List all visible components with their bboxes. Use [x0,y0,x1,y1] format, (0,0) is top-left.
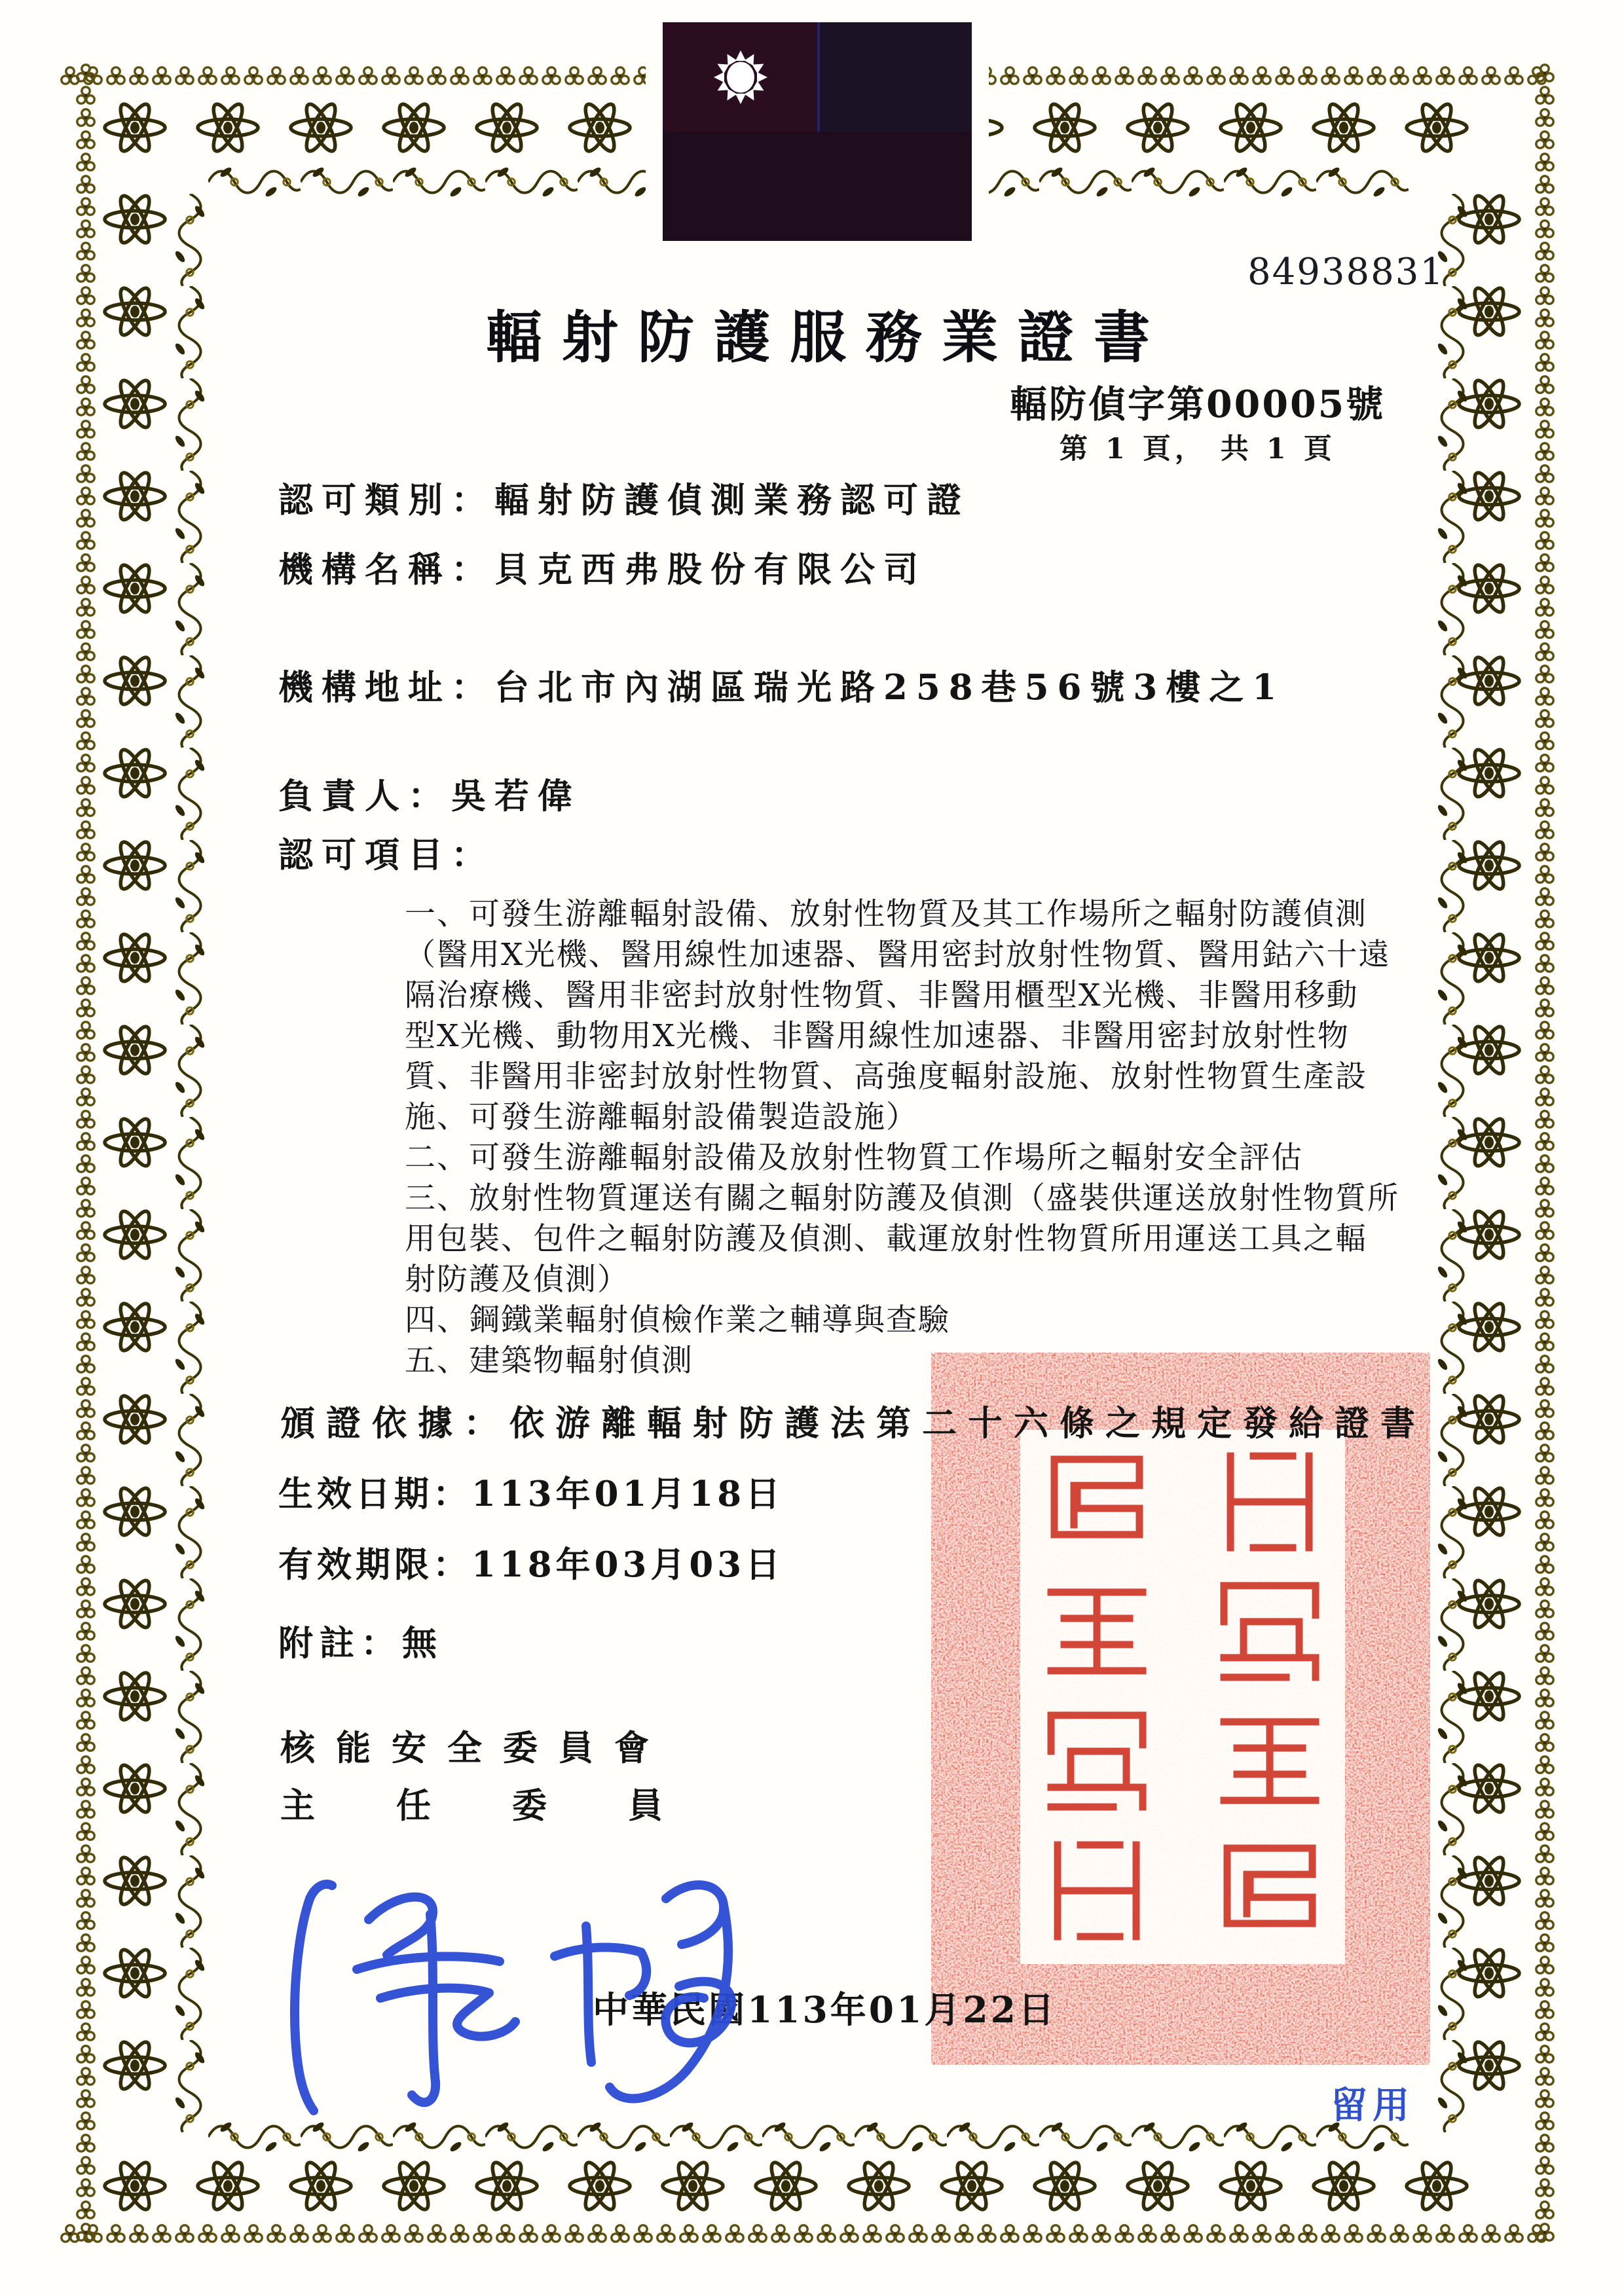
page-indicator: 第 1 頁， 共 1 頁 [1060,433,1336,465]
border-vine-right [1435,194,1469,2096]
approved-item-line: 一、可發生游離輻射設備、放射性物質及其工作場所之輻射防護偵測 [405,896,1367,932]
field-approved-items-label: 認可項目： [278,835,494,875]
field-org-address: 機構地址：台北市內湖區瑞光路258巷56號3樓之1 [278,667,1285,708]
approved-item-line: 型X光機、動物用X光機、非醫用線性加速器、非醫用密封放射性物 [405,1018,1350,1054]
field-org-name: 機構名稱：貝克西弗股份有限公司 [278,549,927,590]
official-red-seal [931,1353,1430,2065]
retention-mark: 留用 [1331,2084,1414,2127]
roc-flag [663,22,972,241]
issue-date: 中華民國113年01月22日 [593,1988,1057,2031]
effective-date: 生效日期：113年01月18日 [278,1474,784,1514]
approved-item-line: 用包裝、包件之輻射防護及偵測、載運放射性物質所用運送工具之輻 [405,1221,1367,1257]
approved-item-line: （醫用X光機、醫用線性加速器、醫用密封放射性物質、醫用鈷六十遠 [405,937,1391,973]
expiry-date: 有效期限：118年03月03日 [278,1544,784,1585]
field-category: 認可類別：輻射防護偵測業務認可證 [278,480,970,520]
approved-item-line: 質、非醫用非密封放射性物質、高強度輻射設施、放射性物質生產設 [405,1059,1367,1095]
border-atom-row-bottom [102,2157,1523,2217]
issuance-basis: 頒證依據：依游離輻射防護法第二十六條之規定發給證書 [280,1403,1426,1444]
note: 附註：無 [278,1623,443,1664]
approved-item-line: 二、可發生游離輻射設備及放射性物質工作場所之輻射安全評估 [405,1140,1303,1176]
serial-number: 84938831 [1247,251,1445,293]
border-vine-left [173,194,207,2096]
certificate-number: 輻防偵字第00005號 [1010,382,1386,426]
field-responsible-person: 負責人：吳若偉 [278,776,581,816]
border-atom-column-left [102,190,168,2134]
approved-item-line: 四、鋼鐵業輻射偵檢作業之輔導與查驗 [405,1302,950,1338]
approved-item-line: 射防護及偵測） [405,1262,629,1298]
seal-inner-field [1020,1430,1345,1964]
chairman-title: 主任委員 [280,1785,744,1826]
border-trefoil-chain-bottom [60,2223,1566,2244]
approved-item-line: 五、建築物輻射偵測 [405,1343,693,1379]
issuing-agency: 核能安全委員會 [280,1728,670,1768]
border-trefoil-chain-left [76,63,96,2253]
approved-item-line: 施、可發生游離輻射設備製造設施） [405,1099,918,1135]
border-trefoil-chain-right [1535,63,1555,2253]
approved-items-list [405,894,1399,1381]
chairman-signature [259,1821,756,2129]
approved-item-line: 三、放射性物質運送有關之輻射防護及偵測（盛裝供運送放射性物質所 [405,1180,1399,1216]
certificate-title: 輻射防護服務業證書 [486,304,1170,371]
approved-item-line: 隔治療機、醫用非密封放射性物質、非醫用櫃型X光機、非醫用移動 [405,977,1359,1013]
